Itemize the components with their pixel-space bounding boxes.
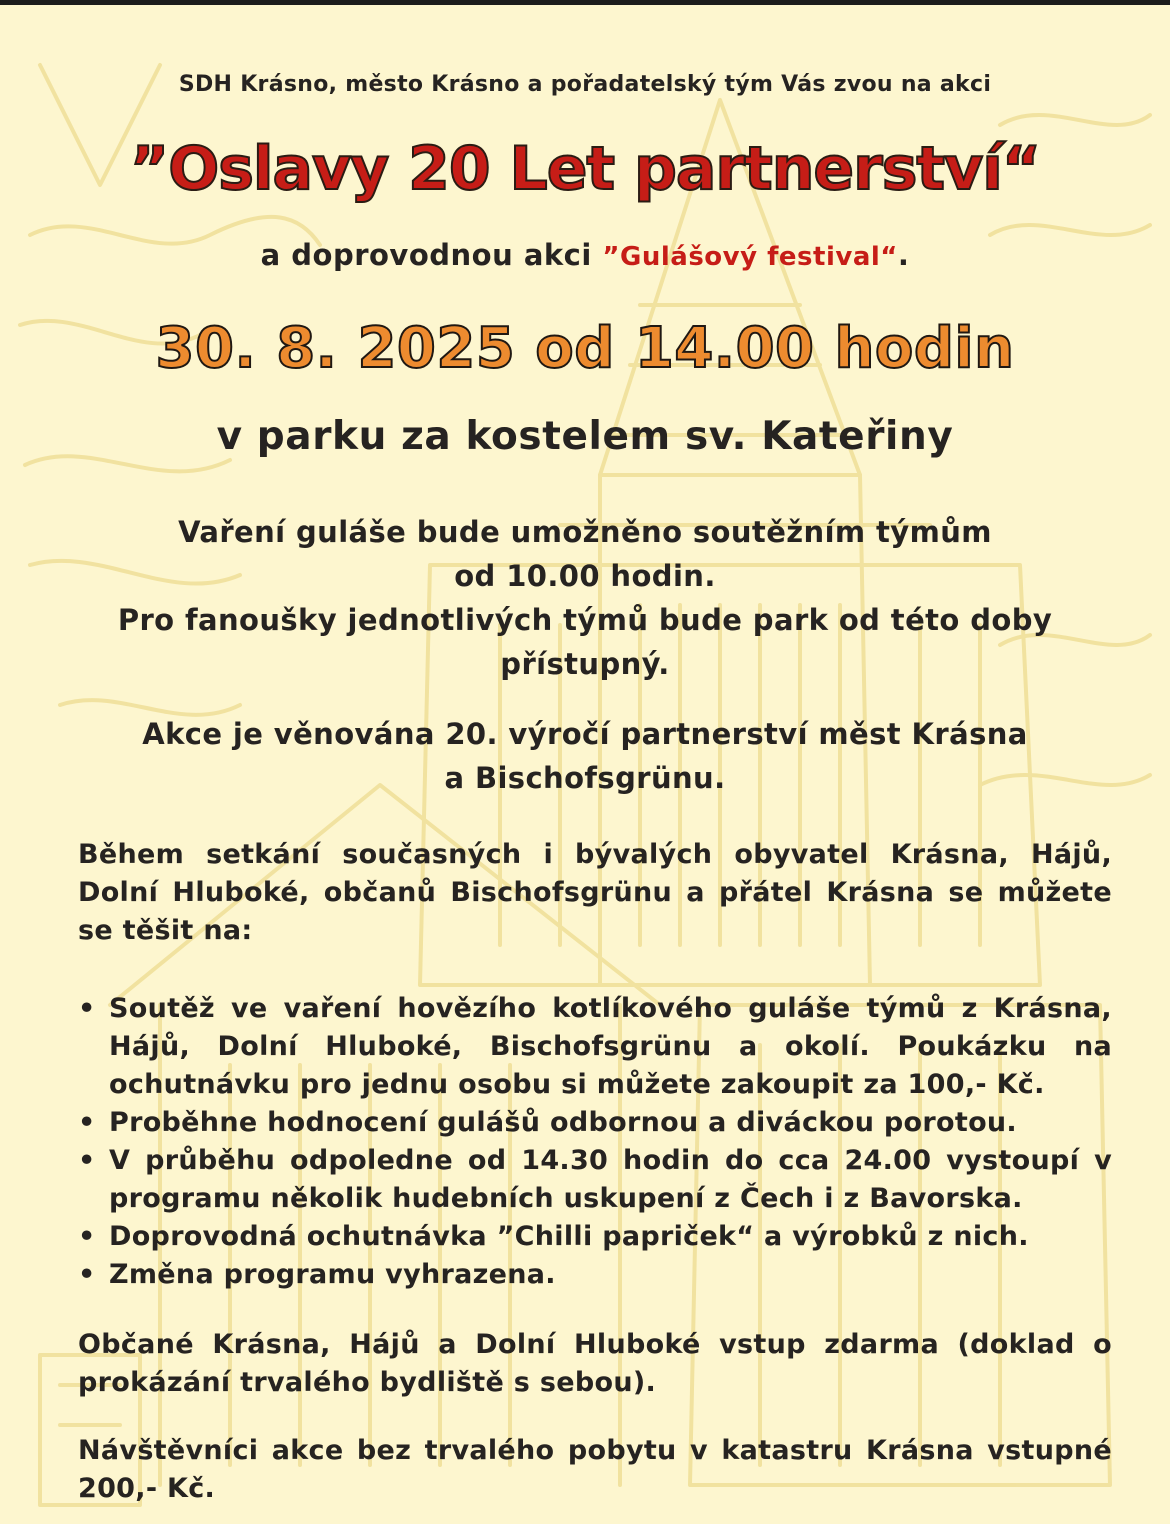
companion-event-suffix: . [897,238,910,272]
dedication [40,712,1130,800]
dedication-line-2: a Bischofsgrünu. [444,761,726,795]
dedication-line-1: Akce je věnována 20. výročí partnerství měst Krásna [142,717,1028,751]
visitors-paragraph: Návštěvníci akce bez trvalého pobytu v katastru Krásna vstupné 200,- Kč. [78,1435,1112,1504]
meeting-paragraph: Během setkání současných i bývalých obyvatel Krásna, Hájů, Dolní Hluboké, občanů Bischofsgrünu a přátel Krásna se můžete se těšit na: [78,839,1112,946]
invitation-line: SDH Krásno, město Krásno a pořadatelský tým Vás zvou na akci [178,72,992,97]
festival-name: ”Gulášový festival“ [602,242,898,272]
companion-event-line [40,238,1130,272]
event-datetime: 30. 8. 2025 od 14.00 hodin [155,316,1015,381]
program-item: • Změna programu vyhrazena. [78,1256,1112,1294]
cooking-line-3: Pro fanoušky jednotlivých týmů bude park od této doby [117,603,1053,637]
program-item: • V průběhu odpoledne od 14.30 hodin do cca 24.00 vystoupí v programu několik hudebních uskupení z Čech i z Bavorska. [78,1142,1112,1218]
program-list [78,990,1112,1294]
event-title: ”Oslavy 20 Let partnerství“ [129,134,1041,204]
program-item: • Soutěž ve vaření hovězího kotlíkového guláše týmů z Krásna, Hájů, Dolní Hluboké, Bischofsgrünu a okolí. Poukázku na ochutnávku pro jednu osobu si můžete zakoupit za 100,- Kč. [78,990,1112,1104]
cooking-line-1: Vaření guláše bude umožněno soutěžním týmům [178,515,992,549]
cooking-line-2: od 10.00 hodin. [454,559,716,593]
companion-event-prefix: a doprovodnou akci [260,238,592,272]
program-item: • Proběhne hodnocení gulášů odbornou a diváckou porotou. [78,1104,1112,1142]
program-item: • Doprovodná ochutnávka ”Chilli papriček“ a výrobků z nich. [78,1218,1112,1256]
cooking-line-4: přístupný. [500,647,670,681]
event-place: v parku za kostelem sv. Kateřiny [216,414,954,459]
cooking-info [40,510,1130,686]
entry-paragraph: Občané Krásna, Hájů a Dolní Hluboké vstup zdarma (doklad o prokázání trvalého bydliště s sebou). [78,1329,1112,1398]
